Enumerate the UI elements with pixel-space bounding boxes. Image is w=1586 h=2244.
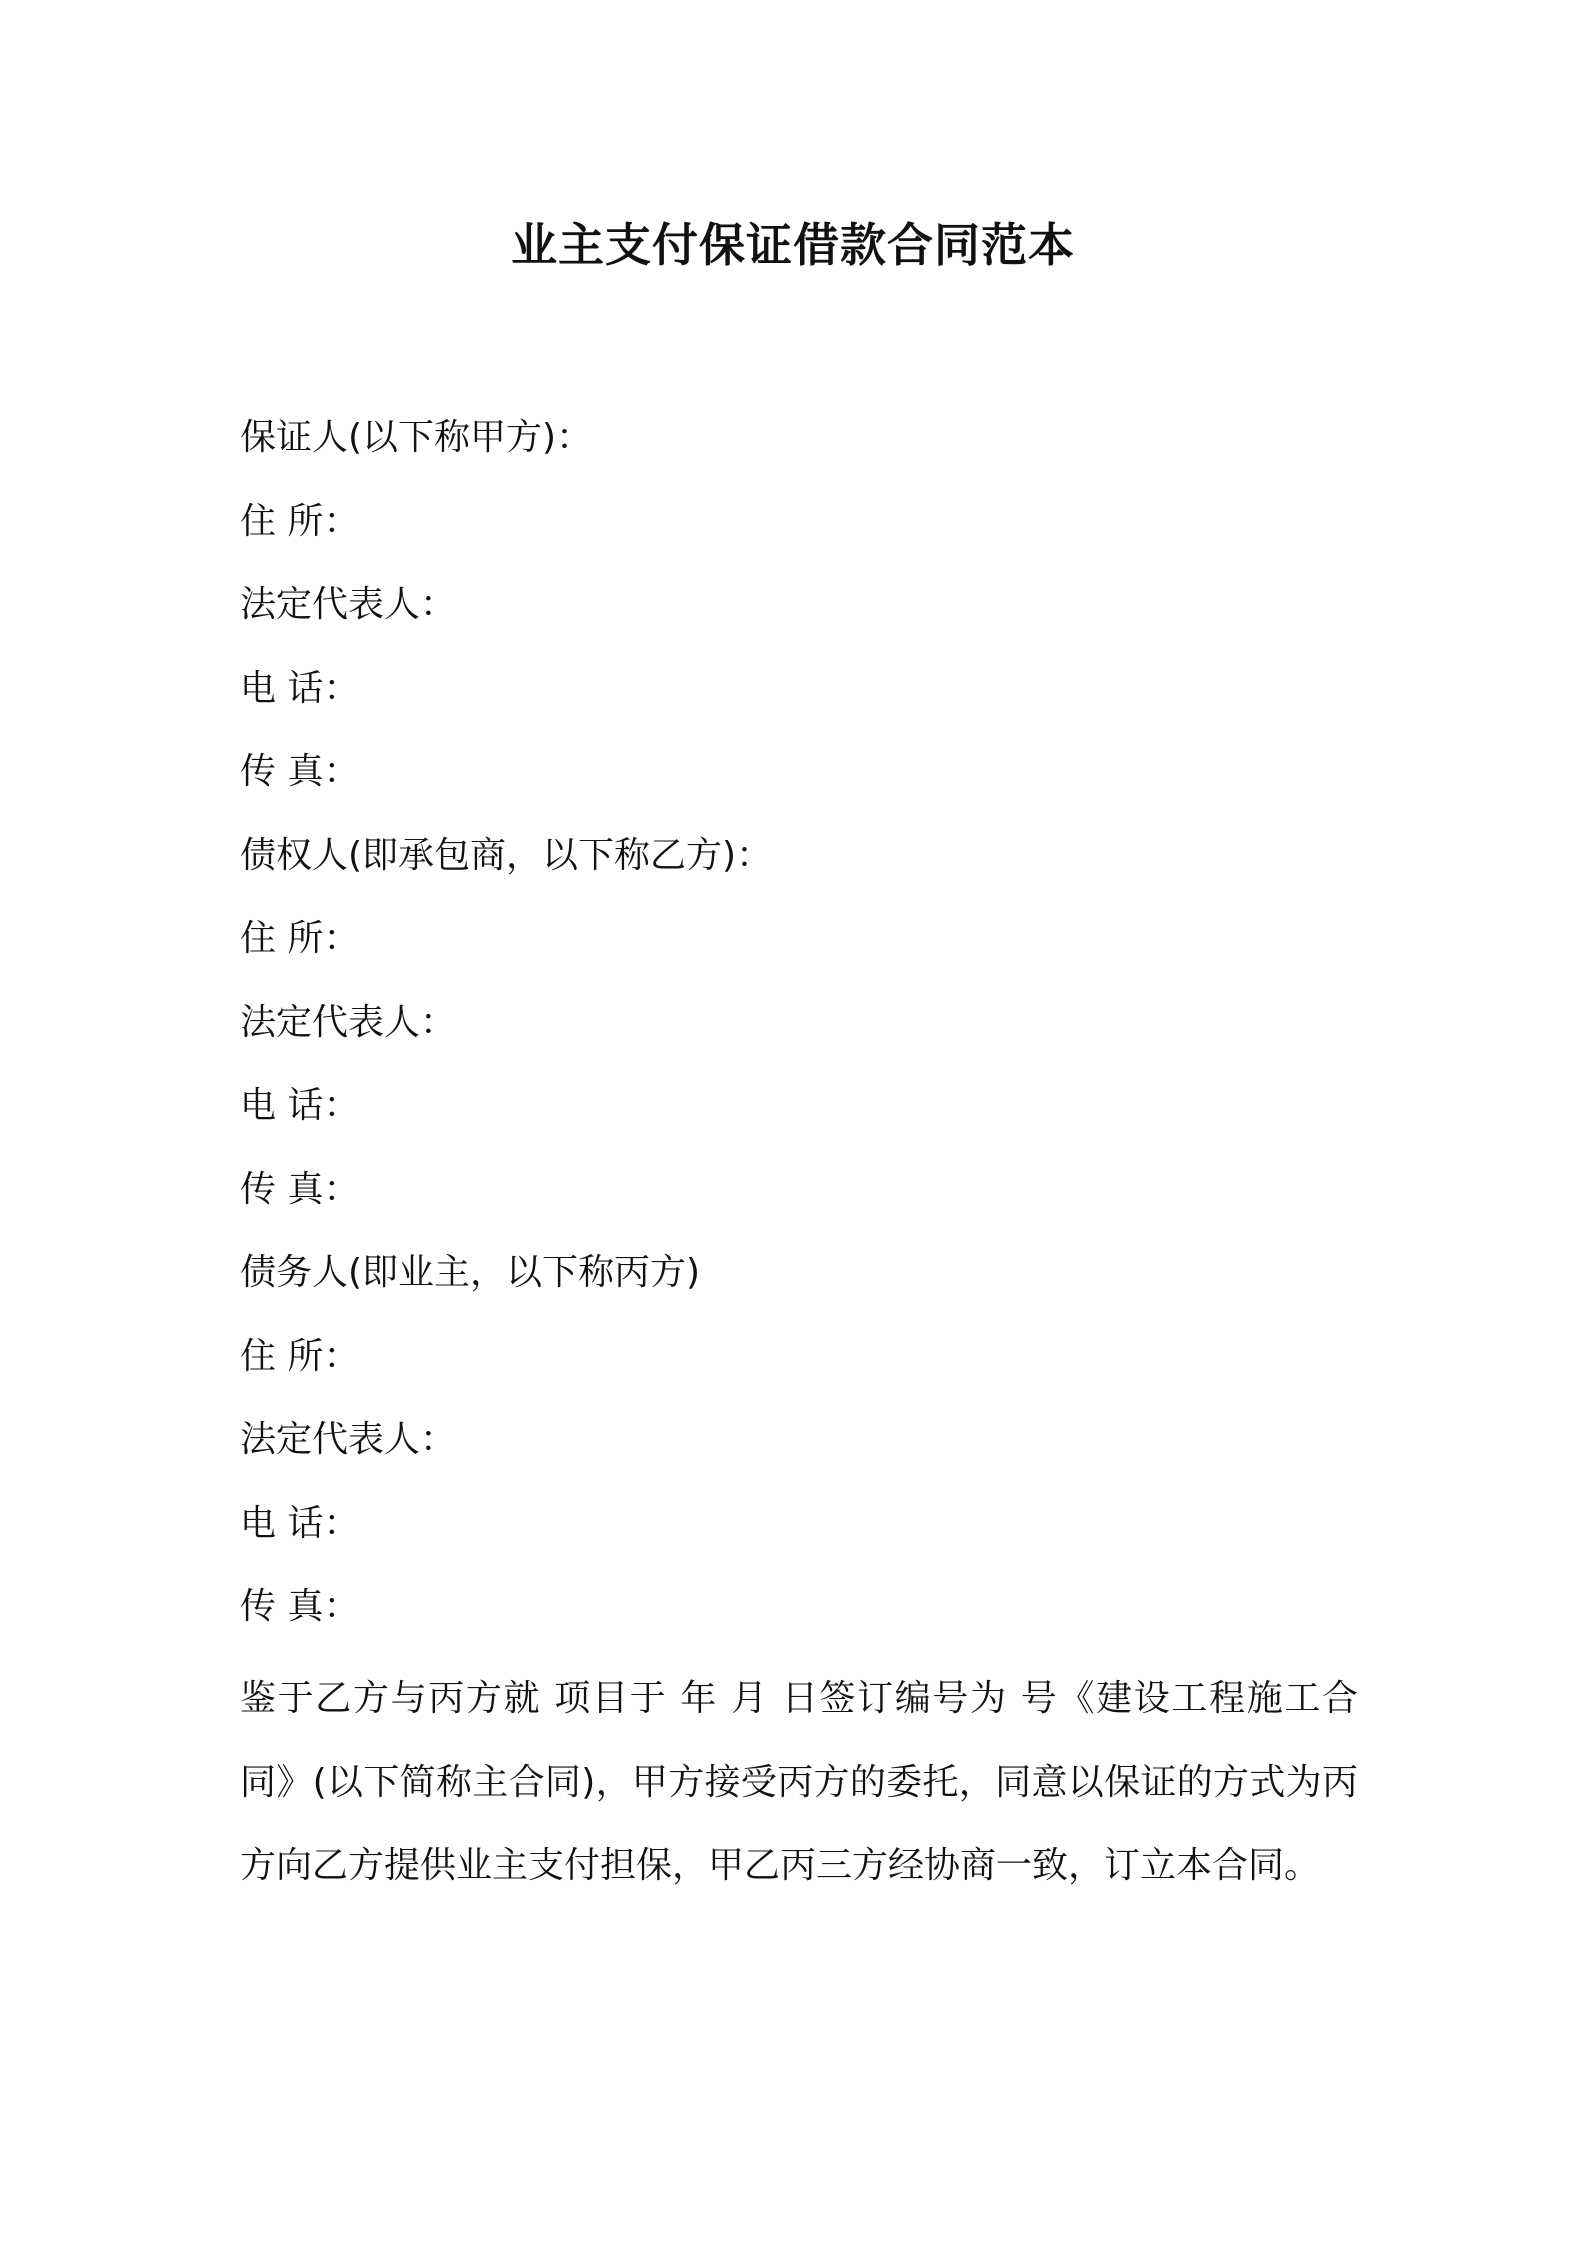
debtor-fax-label: 传 真： (240, 1586, 360, 1627)
debtor-legal-rep-field (240, 1410, 1360, 1494)
creditor-phone-label: 电 话： (240, 1085, 360, 1126)
document-title: 业主支付保证借款合同范本 (511, 218, 1075, 272)
guarantor-heading-text: 保证人(以下称甲方)： (240, 417, 593, 458)
guarantor-fax-field (240, 742, 1360, 826)
party-fields (240, 408, 1360, 1661)
guarantor-legal-rep-label: 法定代表人： (240, 584, 457, 625)
guarantor-heading (240, 408, 1360, 492)
creditor-phone-field (240, 1076, 1360, 1160)
creditor-legal-rep-label: 法定代表人： (240, 1001, 457, 1043)
debtor-address-field (240, 1327, 1360, 1411)
creditor-address-field (240, 909, 1360, 993)
guarantor-address-label: 住 所： (240, 500, 360, 542)
debtor-phone-label: 电 话： (240, 1502, 360, 1544)
debtor-heading (240, 1243, 1360, 1327)
debtor-phone-field (240, 1494, 1360, 1578)
creditor-address-label: 住 所： (240, 918, 360, 959)
guarantor-phone-label: 电 话： (240, 667, 360, 709)
creditor-fax-label: 传 真： (240, 1168, 360, 1210)
creditor-heading-text: 债权人(即承包商，以下称乙方)： (240, 834, 773, 876)
creditor-fax-field (240, 1160, 1360, 1244)
debtor-heading-text: 债务人(即业主，以下称丙方) (240, 1252, 701, 1293)
guarantor-address-field (240, 492, 1360, 576)
debtor-address-label: 住 所： (240, 1335, 360, 1377)
debtor-legal-rep-label: 法定代表人： (240, 1419, 457, 1460)
intro-paragraph: 鉴于乙方与丙方就 项目于 年 月 日签订编号为 号《建设工程施工合同》(以下简称主合同)，甲方接受丙方的委托，同意以保证的方式为丙方向乙方提供业主支付担保，甲乙丙三方经协商一致，订立本合同。 (240, 1678, 1358, 1886)
debtor-fax-field (240, 1577, 1360, 1661)
creditor-legal-rep-field (240, 993, 1360, 1077)
guarantor-phone-field (240, 659, 1360, 743)
guarantor-legal-rep-field (240, 575, 1360, 659)
guarantor-fax-label: 传 真： (240, 751, 360, 792)
creditor-heading (240, 826, 1360, 910)
